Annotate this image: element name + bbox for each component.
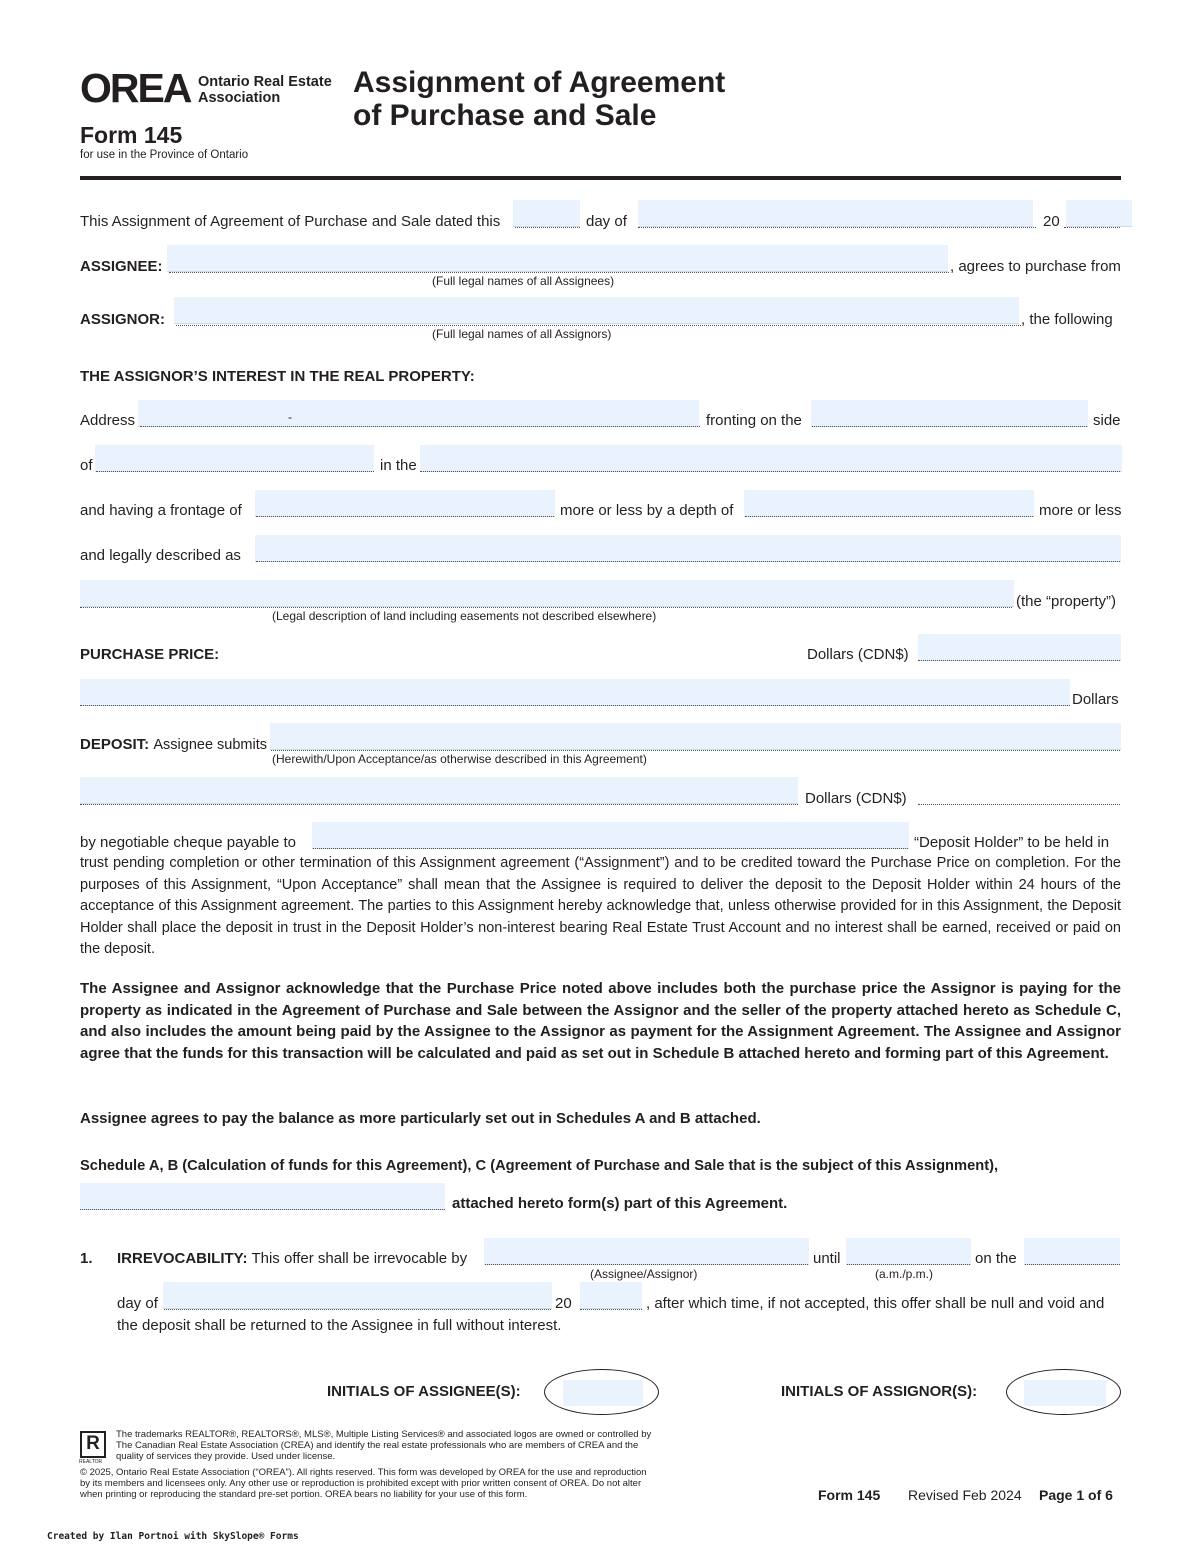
region-line [420, 471, 1120, 472]
irrevocability-text: This offer shall be irrevocable by [251, 1250, 468, 1267]
title-line1: Assignment of Agreement [353, 66, 726, 99]
day-of-label: day of [586, 213, 627, 230]
irrevocable-time-field[interactable] [846, 1238, 971, 1265]
deposit-hint: (Herewith/Upon Acceptance/as otherwise described in this Agreement) [272, 752, 647, 766]
frontage-line [256, 516, 554, 517]
price-dollars-label: Dollars [1072, 691, 1119, 708]
purchase-price-amount-field[interactable] [918, 634, 1121, 661]
side-label: side [1093, 412, 1121, 429]
assignor-label: ASSIGNOR: [80, 311, 166, 328]
price-amount-line [918, 660, 1120, 661]
party-hint: (Assignee/Assignor) [590, 1267, 698, 1281]
assignor-initials-field[interactable] [1024, 1380, 1106, 1406]
deposit-submits: Assignee submits [153, 737, 267, 753]
price-dollars-cdn-label: Dollars (CDN$) [807, 646, 909, 663]
legal-hint: (Legal description of land including easements not described elsewhere) [272, 609, 657, 623]
after-text: , after which time, if not accepted, this offer shall be null and void and [646, 1295, 1105, 1312]
deposit-label: DEPOSIT: [80, 736, 150, 753]
orea-logo [80, 65, 191, 111]
deposit-paragraph: trust pending completion or other termination of this Assignment agreement (“Assignment”) and to be credited toward the Purchase Price on completion. For the purposes of this Assignment, “Upon Acceptance” shall mean that the Assignee is required to deliver the deposit to the Deposit Holder within 24 hours of the acceptance of this Assignment agreement. The parties to this Assignment hereby acknowledge that, unless otherwise provided for in this Assignment, the Deposit Holder shall place the deposit in trust in the Deposit Holder’s non-interest bearing Real Estate Trust Account and no interest shall be earned, received or paid on the deposit. [80, 855, 1121, 958]
purchase-price-label: PURCHASE PRICE: [80, 646, 220, 663]
dated-month-line [638, 227, 1036, 228]
irrevocable-year-line [580, 1309, 642, 1310]
price-words-line [80, 705, 1070, 706]
assignee-initials-label: INITIALS OF ASSIGNEE(S): [327, 1383, 521, 1400]
realtor-logo [80, 1431, 106, 1458]
address-line [140, 426, 700, 427]
form-title [353, 66, 725, 132]
assignee-suffix: , agrees to purchase from [950, 258, 1121, 275]
irrevocable-day-of-label: day of [117, 1295, 158, 1312]
intro-text: This Assignment of Agreement of Purchase and Sale dated this [80, 213, 501, 230]
trademark-line3: quality of services they provide. Used under license. [116, 1451, 336, 1462]
title-line2: of Purchase and Sale [353, 99, 657, 132]
form-use-note: for use in the Province of Ontario [80, 149, 249, 161]
deposit-amount-line[interactable] [918, 804, 1120, 805]
frontage-label: and having a frontage of [80, 502, 242, 519]
acknowledge-paragraph: The Assignee and Assignor acknowledge that the Purchase Price noted above includes both the purchase price the Assignor is paying for the property as indicated in the Agreement of Purchase and Sale between the Assignor and the seller of the property attached hereto as Schedule C, and also includes the amount being paid by the Assignee to the Assignor as payment for the Assignment Agreement. The Assignee and Assignor agree that the funds for this transaction will be calculated and paid as set out in Schedule B attached hereto and forming part of this Agreement. [80, 980, 1121, 1062]
footer-form-number: Form 145 [818, 1487, 881, 1503]
dated-day-line [515, 227, 580, 228]
deposit-timing-line [271, 750, 1120, 751]
purchase-price-words-field[interactable] [80, 679, 1070, 706]
deposit-line [80, 736, 267, 754]
region-field[interactable] [420, 445, 1122, 472]
realtor-caption: REALTOR [79, 1459, 103, 1465]
irrevocable-year-field[interactable] [580, 1282, 642, 1309]
depth-field[interactable] [744, 490, 1034, 517]
deposit-holder-line [313, 848, 908, 849]
assignee-line [169, 272, 949, 273]
irrevocable-year-prefix: 20 [555, 1295, 572, 1312]
legal-line-2 [80, 607, 1012, 608]
ampm-hint: (a.m./p.m.) [875, 1267, 934, 1281]
legal-label: and legally described as [80, 547, 241, 564]
dated-day-field[interactable] [513, 200, 580, 227]
fronting-line [812, 426, 1087, 427]
assignor-names-field[interactable] [174, 297, 1019, 324]
irrevocable-month-field[interactable] [163, 1282, 552, 1309]
schedules-suffix: attached hereto form(s) part of this Agreement. [452, 1195, 788, 1212]
created-by-stamp: Created by Ilan Portnoi with SkySlope® Forms [47, 1531, 299, 1542]
municipality-line [96, 471, 374, 472]
trademark-line1: The trademarks REALTOR®, REALTORS®, MLS®, Multiple Listing Services® and associated logos are owned or controlled by [116, 1429, 652, 1440]
irrevocability-last-line: the deposit shall be returned to the Assignee in full without interest. [117, 1317, 562, 1334]
address-label: Address [80, 412, 136, 429]
assignor-line [176, 325, 1021, 326]
schedules-line: Schedule A, B (Calculation of funds for this Agreement), C (Agreement of Purchase and Sale that is the subject of this Assignment), [80, 1158, 999, 1174]
assignee-hint: (Full legal names of all Assignees) [432, 274, 615, 288]
the-property-label: (the “property”) [1016, 593, 1117, 610]
irrevocable-by-line [485, 1264, 808, 1265]
legal-description-field-1[interactable] [255, 535, 1121, 562]
legal-description-field-2[interactable] [80, 580, 1014, 607]
additional-schedules-field[interactable] [80, 1183, 445, 1210]
copyright-line2: by its members and licensees only. Any other use or reproduction is prohibited except with prior written consent of OREA. Do not alter [80, 1478, 642, 1489]
on-the-label: on the [975, 1250, 1017, 1267]
in-the-label: in the [380, 457, 417, 474]
address-dash: - [288, 410, 292, 424]
realtor-logo-letter: R [86, 1433, 100, 1454]
additional-schedules-line [80, 1209, 445, 1210]
depth-line [745, 516, 1033, 517]
year-prefix: 20 [1043, 213, 1060, 230]
form-number: Form 145 [80, 122, 183, 148]
irrevocable-month-line [164, 1309, 551, 1310]
deposit-dollars-cdn-label: Dollars (CDN$) [805, 790, 907, 807]
assignor-hint: (Full legal names of all Assignors) [432, 327, 612, 341]
assignor-suffix: , the following [1021, 311, 1113, 328]
copyright-line1: © 2025, Ontario Real Estate Association (“OREA”). All rights reserved. This form was developed by OREA for the use and reproduction [80, 1467, 647, 1478]
irrevocable-day-field[interactable] [1024, 1238, 1120, 1265]
dated-year-field[interactable] [1066, 200, 1132, 227]
assignee-names-field[interactable] [167, 245, 948, 272]
irrevocability-line [117, 1250, 467, 1268]
assignee-initials-field[interactable] [563, 1380, 643, 1406]
irrevocable-time-line [847, 1264, 970, 1265]
association-line1: Ontario Real Estate [198, 74, 332, 90]
fronting-label: fronting on the [706, 412, 802, 429]
irrevocability-label: IRREVOCABILITY: [117, 1250, 248, 1267]
legal-line-1 [256, 561, 1120, 562]
footer-page-number: Page 1 of 6 [1039, 1487, 1113, 1503]
orea-logo-text: OREA [80, 65, 191, 111]
property-heading: THE ASSIGNOR’S INTEREST IN THE REAL PROPERTY: [80, 368, 475, 385]
frontage-field[interactable] [255, 490, 555, 517]
deposit-words-line [80, 804, 798, 805]
footer-revised: Revised Feb 2024 [908, 1487, 1022, 1503]
dated-year-line [1064, 227, 1120, 228]
deposit-holder-suffix: “Deposit Holder” to be held in [914, 834, 1110, 851]
more-or-less-label: more or less [1039, 502, 1122, 519]
clause-number: 1. [80, 1250, 93, 1267]
depth-label: more or less by a depth of [560, 502, 734, 519]
address-field[interactable] [138, 400, 699, 427]
association-name [198, 74, 332, 106]
association-line2: Association [198, 90, 281, 106]
header-rule [80, 176, 1121, 180]
until-label: until [813, 1250, 841, 1267]
copyright-line3: when printing or reproducing the standard pre-set portion. OREA bears no liability for your use of this form. [80, 1489, 528, 1500]
deposit-words-field[interactable] [80, 777, 798, 804]
irrevocable-day-line [1025, 1264, 1120, 1265]
deposit-holder-field[interactable] [312, 822, 909, 849]
deposit-timing-field[interactable] [270, 723, 1121, 750]
assignee-label: ASSIGNEE: [80, 258, 163, 275]
dated-month-field[interactable] [638, 200, 1033, 227]
trademark-line2: The Canadian Real Estate Association (CREA) and identify the real estate professionals who are members of CREA and the [116, 1440, 639, 1451]
municipality-field[interactable] [95, 445, 374, 472]
balance-paragraph: Assignee agrees to pay the balance as more particularly set out in Schedules A and B attached. [80, 1110, 761, 1127]
fronting-field[interactable] [811, 400, 1088, 427]
cheque-label: by negotiable cheque payable to [80, 834, 297, 851]
of-label: of [80, 457, 93, 474]
irrevocable-by-field[interactable] [484, 1238, 809, 1265]
assignor-initials-label: INITIALS OF ASSIGNOR(S): [781, 1383, 978, 1400]
